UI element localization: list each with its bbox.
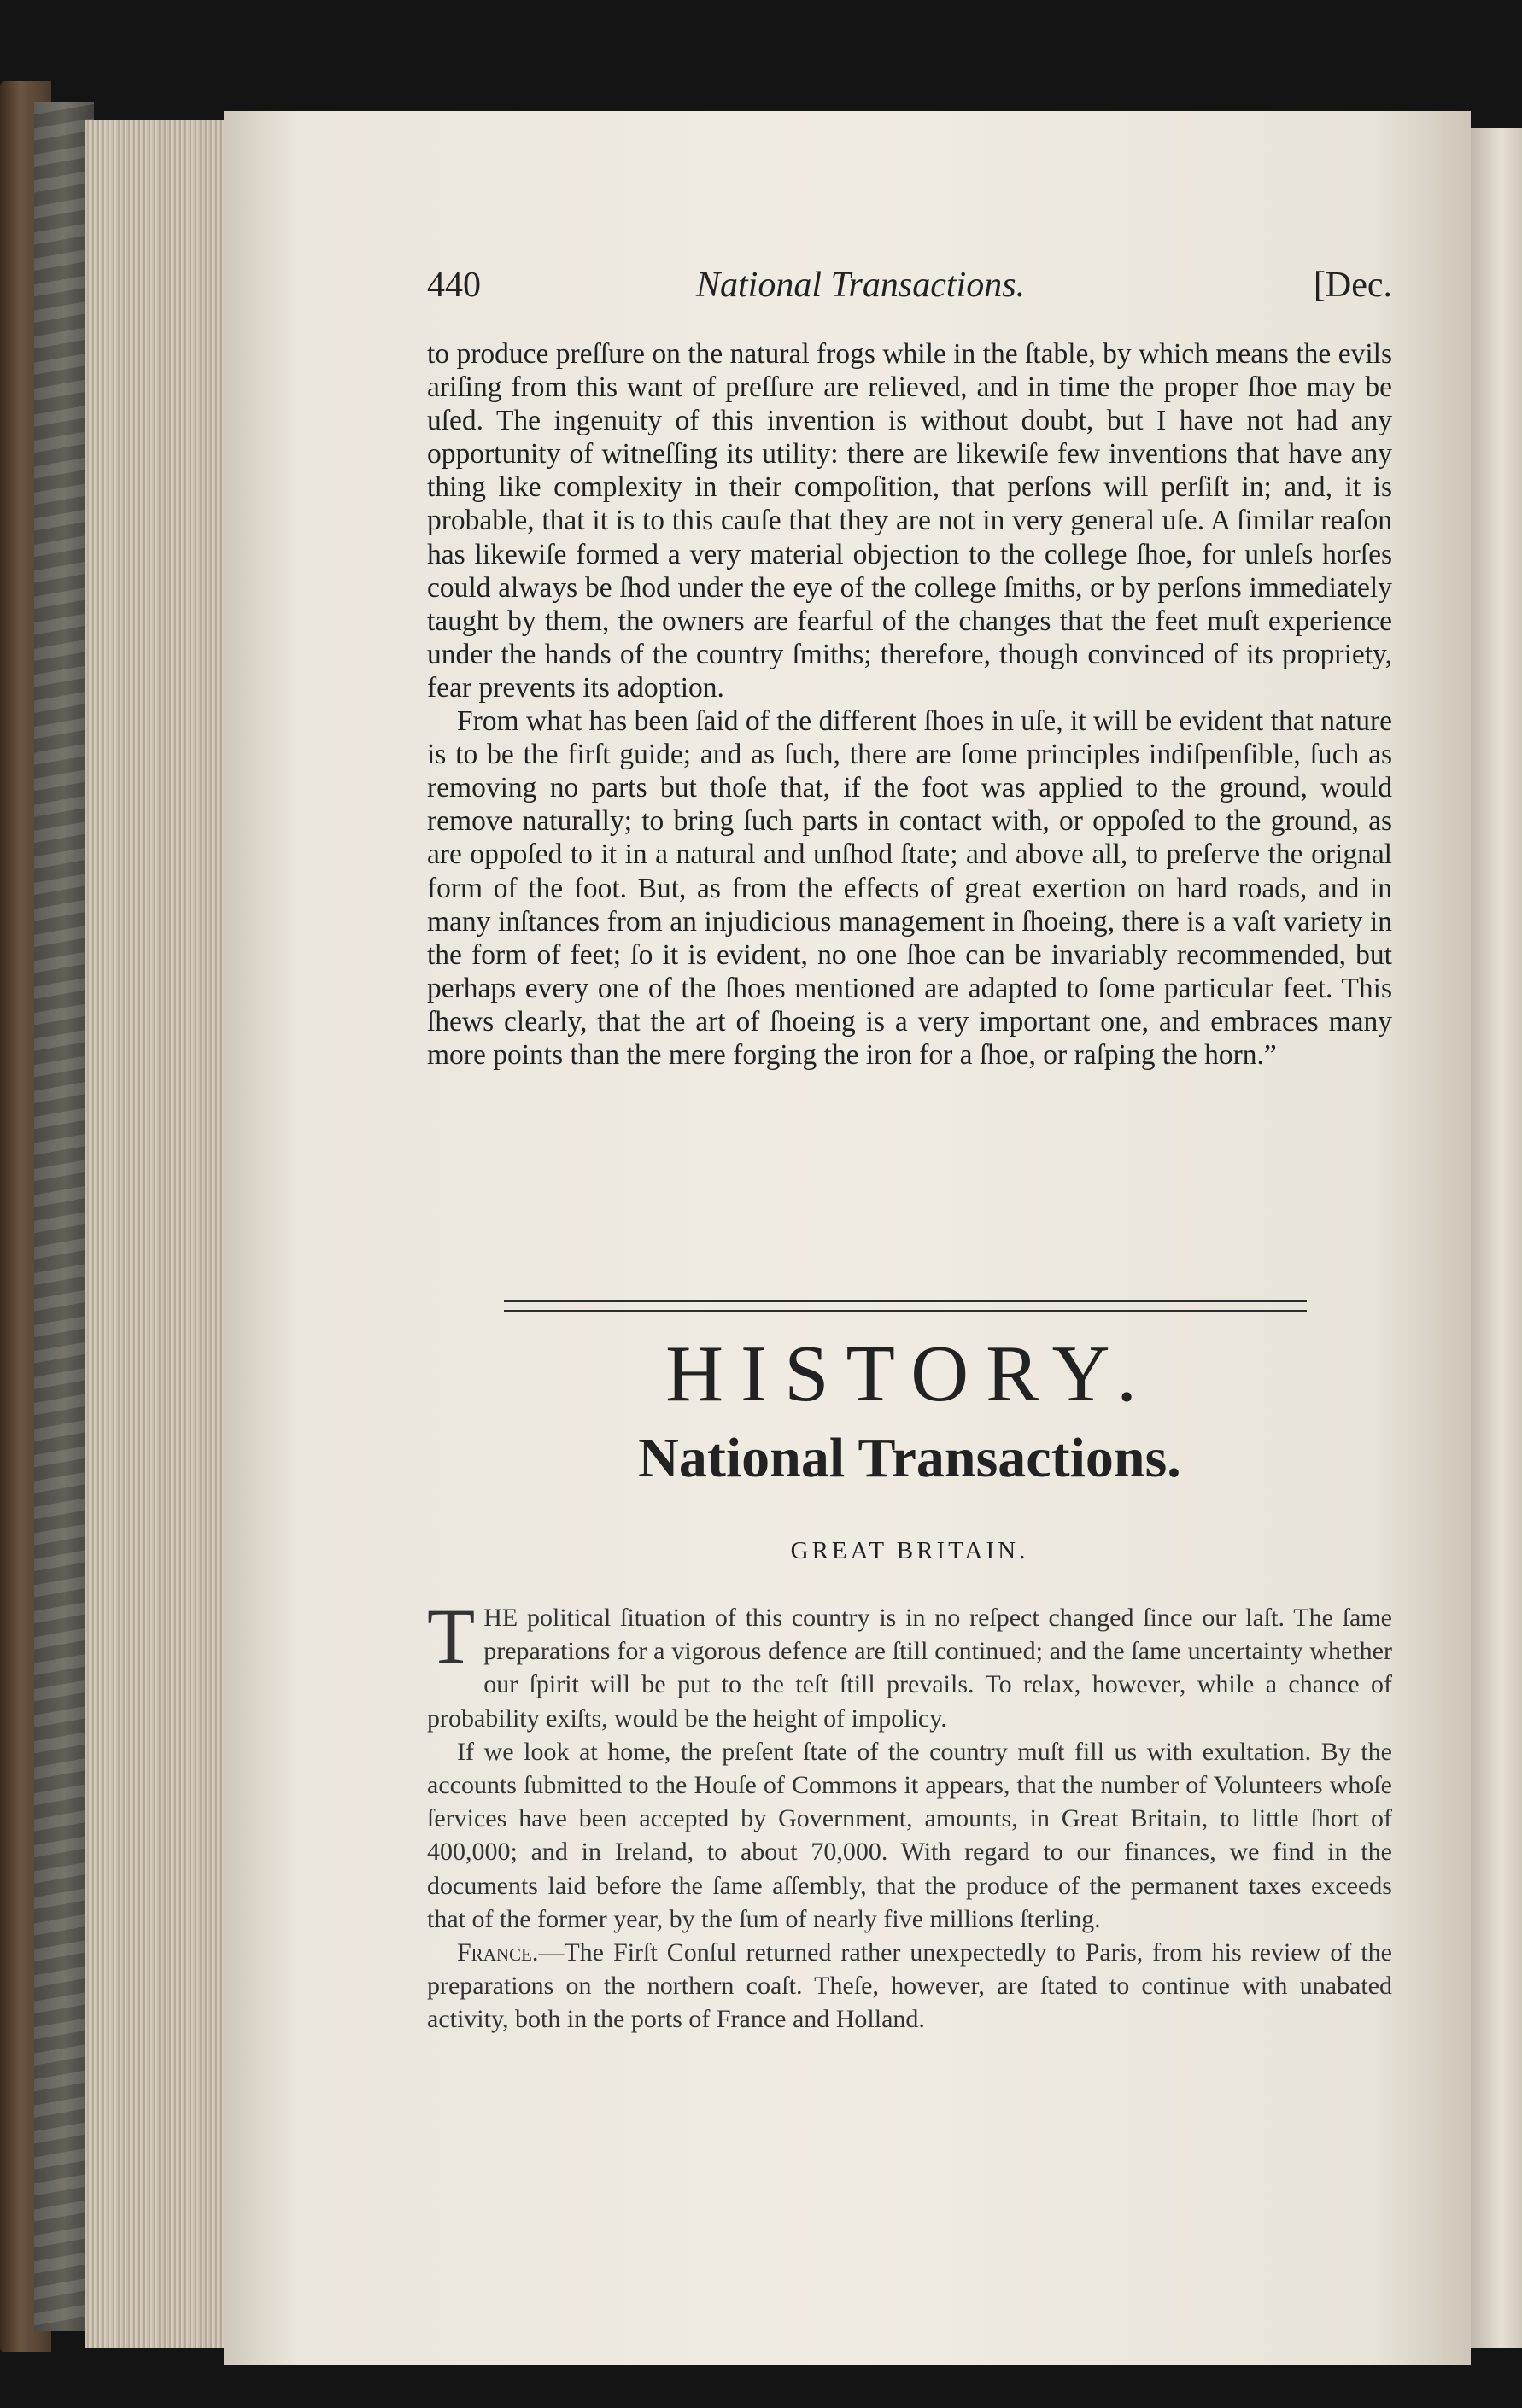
section-body xyxy=(427,1593,1392,2037)
country-lead: France. xyxy=(457,1938,539,1967)
paragraph: to produce preſſure on the natural frogs while in the ſtable, by which means the evils ariſing from this want of preſſure are relieved, and in time the proper ſhoe may be uſed. The ingenuity of this invention is without doubt, but I have not had any opportunity of witneſſing its utility: there are likewiſe few inventions that have any thing like complexity in their compoſition, that perſons will perſiſt in; and, it is probable, that it is to this cauſe that they are not in very general uſe. A ſimilar reaſon has likewiſe formed a very material objection to the college ſhoe, for unleſs horſes could always be ſhod under the eye of the college ſmiths, or by perſons immediately taught by them, the owners are fearful of the changes that the feet muſt experience under the hands of the country ſmiths; therefore, though convinced of its propriety, fear prevents its adoption. xyxy=(427,338,1392,704)
paragraph xyxy=(427,1593,1392,1735)
paragraph xyxy=(427,1936,1392,2037)
paragraph: If we look at home, the preſent ſtate of the country muſt fill us with exultation. By the accounts ſubmitted to the Houſe of Commons it appears, that the number of Volunteers whoſe ſervices have been accepted by Government, amounts, in Great Britain, to little ſhort of 400,000; and in Ireland, to about 70,000. With regard to our finances, we find in the documents laid before the ſame aſſembly, that the produce of the permanent taxes exceeds that of the former year, by the ſum of nearly five millions ſterling. xyxy=(427,1737,1392,1933)
country-heading: GREAT BRITAIN. xyxy=(790,1537,1029,1564)
drop-cap: T xyxy=(427,1593,476,1680)
paragraph-text: —The Firſt Conſul returned rather unexpectedly to Paris, from his review of the preparations on the northern coaſt. Theſe, however, are ſtated to continue with unabated activity, both in the ports of France and Holland. xyxy=(427,1938,1392,2034)
page-edges xyxy=(85,120,231,2348)
section-divider xyxy=(504,1300,1307,1312)
section-heading: HISTORY. xyxy=(665,1330,1154,1418)
running-month: [Dec. xyxy=(1313,266,1392,305)
article-body xyxy=(427,337,1392,1072)
page-header xyxy=(427,265,1392,316)
paragraph: From what has been ſaid of the different ſhoes in uſe, it will be evident that nature is to be the firſt guide; and as ſuch, there are ſome principles indiſpenſible, ſuch as removing no parts but thoſe that, if the foot was applied to the ground, would remove naturally; to bring ſuch parts in contact with, or oppoſed to the ground, as are oppoſed to it in a natural and unſhod ſtate; and above all, to preſerve the orignal form of the foot. But, as from the effects of great exertion on hard roads, and in many inſtances from an injudicious management in ſhoeing, there is a vaſt variety in the form of feet; ſo it is evident, no one ſhoe can be invariably recommended, but perhaps every one of the ſhoes mentioned are adapted to ſome particular feet. This ſhews clearly, that the art of ſhoeing is a very important one, and embraces many more points than the mere forging the iron for a ſhoe, or raſping the horn.” xyxy=(427,705,1392,1071)
section-subheading: National Transactions. xyxy=(638,1427,1181,1489)
running-title: National Transactions. xyxy=(696,266,1026,305)
paragraph-text: HE political ſituation of this country is in no reſpect changed ſince our laſt. The ſame preparations for a vigorous defence are ſtill continued; and the ſame uncertainty whether our ſpirit will be put to the teſt ſtill prevails. To relax, however, while a chance of probability exiſts, would be the height of impolicy. xyxy=(427,1604,1392,1733)
page-number: 440 xyxy=(427,266,481,305)
facing-page-edge xyxy=(1471,128,1522,2348)
